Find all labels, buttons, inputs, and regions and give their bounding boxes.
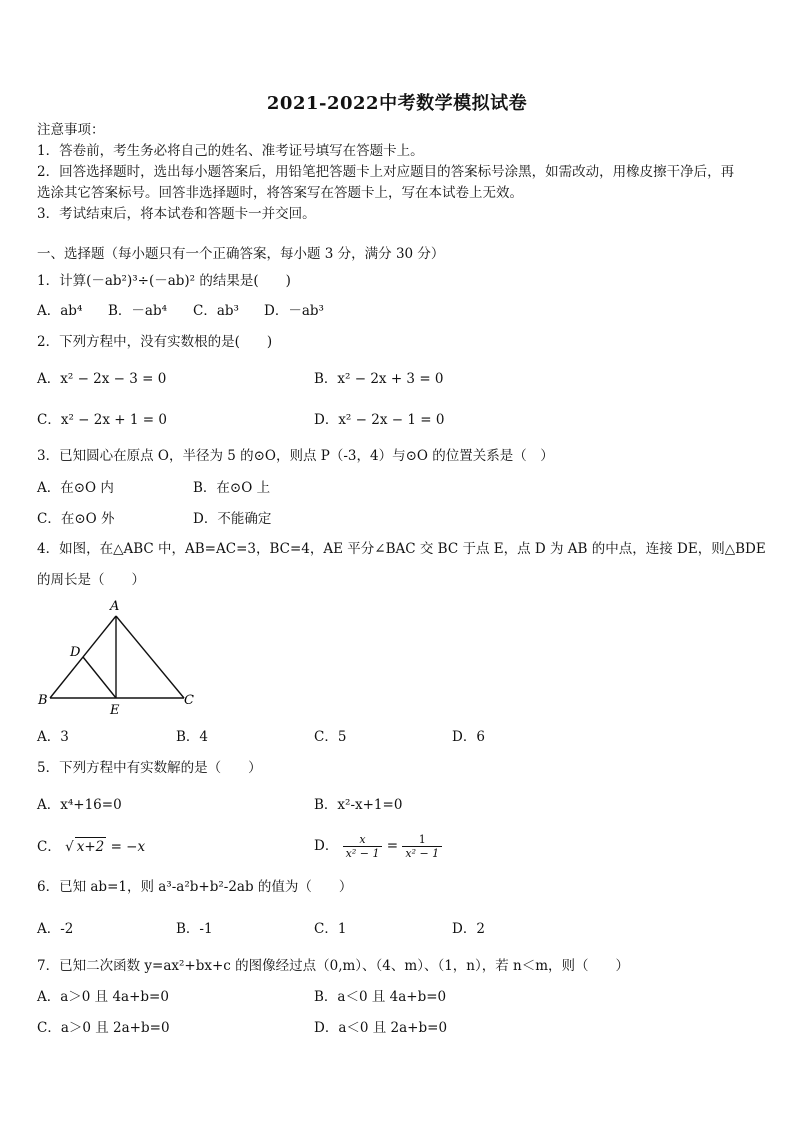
question-4-option-b: B．4 bbox=[176, 729, 209, 745]
question-2-option-b: B．x² − 2x + 3 = 0 bbox=[314, 371, 444, 387]
option-c-rhs: = −x bbox=[110, 839, 146, 855]
option-d-letter: D． bbox=[314, 838, 339, 854]
question-1-option-a: A．ab⁴ bbox=[37, 303, 83, 319]
notice-item-3: 3．考试结束后，将本试卷和答题卡一并交回。 bbox=[37, 206, 316, 222]
equals-sign: = bbox=[386, 838, 399, 854]
question-2-stem: 2．下列方程中，没有实数根的是( ) bbox=[37, 334, 273, 350]
label-d: D bbox=[70, 645, 81, 660]
question-5-option-c bbox=[37, 837, 145, 856]
notice-item-2-cont: 选涂其它答案标号。回答非选择题时，将答案写在答题卡上，写在本试卷上无效。 bbox=[37, 185, 523, 201]
question-6-option-b: B．-1 bbox=[176, 921, 213, 937]
question-3-option-d: D．不能确定 bbox=[193, 511, 272, 527]
question-4-stem-cont: 的周长是（ ） bbox=[37, 572, 145, 588]
question-6-option-c: C．1 bbox=[314, 921, 347, 937]
question-1-option-d: D．－ab³ bbox=[264, 303, 324, 319]
label-e: E bbox=[110, 703, 120, 718]
question-5-option-a: A．x⁴+16=0 bbox=[37, 797, 122, 813]
notice-item-2: 2．回答选择题时，选出每小题答案后，用铅笔把答题卡上对应题目的答案标号涂黑，如需改动，用橡皮擦干净后，再 bbox=[37, 164, 735, 180]
question-3-option-b: B．在⊙O 上 bbox=[193, 480, 271, 496]
question-6-option-a: A．-2 bbox=[37, 921, 74, 937]
question-4-stem: 4．如图，在△ABC 中，AB=AC=3，BC=4，AE 平分∠BAC 交 BC 于点 E，点 D 为 AB 的中点，连接 DE，则△BDE bbox=[37, 541, 766, 557]
option-d-left-fraction bbox=[343, 833, 383, 860]
question-5-option-b: B．x²-x+1=0 bbox=[314, 797, 403, 813]
sqrt-icon: √ bbox=[65, 839, 74, 855]
label-b: B bbox=[38, 693, 48, 708]
left-numerator: x bbox=[343, 833, 383, 847]
option-d-right-fraction bbox=[402, 833, 442, 860]
question-7-option-b: B．a＜0 且 4a+b=0 bbox=[314, 989, 447, 1005]
question-3-stem: 3．已知圆心在原点 O，半径为 5 的⊙O，则点 P（-3，4）与⊙O 的位置关系是（ ） bbox=[37, 448, 554, 464]
question-2-option-d: D．x² − 2x − 1 = 0 bbox=[314, 412, 445, 428]
option-c-letter: C． bbox=[37, 839, 61, 855]
question-3-option-a: A．在⊙O 内 bbox=[37, 480, 114, 496]
question-1-option-b: B．－ab⁴ bbox=[108, 303, 168, 319]
label-a: A bbox=[110, 599, 120, 614]
radicand: x+2 bbox=[76, 839, 105, 855]
question-7-stem: 7．已知二次函数 y=ax²+bx+c 的图像经过点（0,m）、（4、m）、（1，n），若 n＜m，则（ ） bbox=[37, 958, 630, 974]
question-1-stem: 1．计算(－ab²)³÷(－ab)² 的结果是( ) bbox=[37, 273, 291, 289]
triangle-figure bbox=[34, 598, 200, 720]
question-7-option-a: A．a＞0 且 4a+b=0 bbox=[37, 989, 169, 1005]
question-4-option-c: C．5 bbox=[314, 729, 347, 745]
label-c: C bbox=[184, 693, 194, 708]
right-numerator: 1 bbox=[402, 833, 442, 847]
question-6-stem: 6．已知 ab=1，则 a³-a²b+b²-2ab 的值为（ ） bbox=[37, 879, 353, 895]
question-6-option-d: D．2 bbox=[452, 921, 485, 937]
question-4-option-d: D．6 bbox=[452, 729, 485, 745]
question-1-option-c: C．ab³ bbox=[193, 303, 239, 319]
question-5-option-d bbox=[314, 831, 442, 861]
question-2-option-a: A．x² − 2x − 3 = 0 bbox=[37, 371, 167, 387]
question-2-option-c: C．x² − 2x + 1 = 0 bbox=[37, 412, 167, 428]
question-7-option-d: D．a＜0 且 2a+b=0 bbox=[314, 1020, 448, 1036]
notice-heading: 注意事项： bbox=[37, 122, 105, 138]
notice-item-1: 1．答卷前，考生务必将自己的姓名、准考证号填写在答题卡上。 bbox=[37, 143, 424, 159]
right-denominator: x² − 1 bbox=[405, 847, 440, 860]
page-title: 2021-2022中考数学模拟试卷 bbox=[266, 93, 528, 114]
question-7-option-c: C．a＞0 且 2a+b=0 bbox=[37, 1020, 170, 1036]
left-denominator: x² − 1 bbox=[345, 847, 380, 860]
question-5-stem: 5．下列方程中有实数解的是（ ） bbox=[37, 760, 262, 776]
question-3-option-c: C．在⊙O 外 bbox=[37, 511, 115, 527]
section-heading: 一、选择题（每小题只有一个正确答案，每小题 3 分，满分 30 分） bbox=[37, 246, 445, 262]
question-4-option-a: A．3 bbox=[37, 729, 69, 745]
